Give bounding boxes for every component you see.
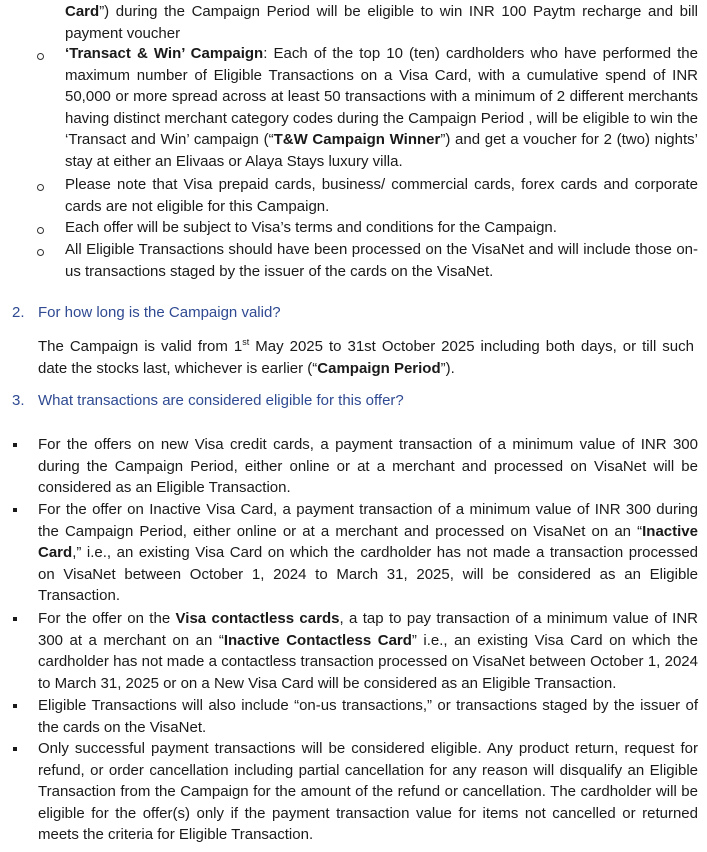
bullet-text-part: , a tap to pay transaction of a minimum value of INR 300 at a merchant on an “ bbox=[38, 610, 698, 649]
bullet-text: Eligible Transactions will also include “on-us transactions,” or transactions staged by the issuer of the cards on the VisaNet. bbox=[38, 697, 698, 736]
campaign-period-term: Campaign Period bbox=[317, 359, 441, 377]
answer-text-end: ”). bbox=[440, 359, 455, 377]
circle-bullet-icon bbox=[37, 227, 44, 234]
bullet-text: Only successful payment transactions will be considered eligible. Any product return, request for refund, or order cancellation including partial cancellation for any reason will disqualify an Eligible Transaction from the Campaign for the amount of the refund or cancellation. The cardholder will be eligible for the offer(s) only if the payment transaction value for items not cancelled or returned meets the criteria for Eligible Transaction. bbox=[38, 740, 698, 843]
inactive-contactless-card-term: Inactive Contactless Card bbox=[223, 631, 412, 649]
bullet-text-part: ,” i.e., an existing Visa Card on which the cardholder has not made a transaction processed on VisaNet between October 1, 2024 to March 31, 2025, will be considered as an Eligible Transaction. bbox=[38, 544, 698, 604]
sub-bullet-text: All Eligible Transactions should have been processed on the VisaNet and will include those on-us transactions staged by the issuer of the cards on the VisaNet. bbox=[65, 241, 698, 280]
transact-win-text-end: ”) and get a voucher for 2 (two) nights’ stay at either an Elivaas or Alaya Stays luxury villa. bbox=[65, 131, 698, 170]
question-heading bbox=[12, 391, 404, 411]
square-bullet-icon bbox=[13, 704, 17, 708]
bullet-text-part: For the offer on Inactive Visa Card, a payment transaction of a minimum value of INR 300 during the Campaign Period, either online or at a merchant and processed on VisaNet on an “ bbox=[38, 501, 698, 540]
square-bullet-icon bbox=[13, 508, 17, 512]
answer-text-cont: May 2025 to 31st October 2025 including both days, or till such date the stocks last, whichever is earlier (“ bbox=[38, 338, 694, 377]
question-number: 2. bbox=[12, 304, 25, 321]
transact-win-text: : Each of the top 10 (ten) cardholders who have performed the maximum number of Eligible Transactions on a Visa Card, with a cumulative spend of INR 50,000 or more spread across at least 50 transactions with a minimum of 2 different merchants having distinct merchant category codes during the Campaign Period , will be eligible to win the ‘Transact and Win’ campaign (“ bbox=[65, 45, 698, 148]
square-bullet-icon bbox=[13, 617, 17, 621]
tw-winner-term: T&W Campaign Winner bbox=[273, 131, 441, 148]
question-text: For how long is the Campaign valid? bbox=[38, 304, 281, 321]
question-text: What transactions are considered eligible for this offer? bbox=[38, 392, 404, 409]
intro-lead-bold: Card bbox=[65, 3, 100, 20]
circle-bullet-icon bbox=[37, 53, 44, 60]
transact-win-title: ‘Transact & Win’ Campaign bbox=[65, 45, 264, 62]
square-bullet-icon bbox=[13, 747, 17, 751]
bullet-text bbox=[38, 608, 698, 694]
bullet-text-part: ” i.e., an existing Visa Card on which the cardholder has not made a contactless transaction processed on VisaNet between October 1, 2024 to March 31, 2025 or on a New Visa Card will be considered as an Eligible Transaction. bbox=[38, 631, 698, 692]
circle-bullet-icon bbox=[37, 249, 44, 256]
sub-bullet-text: Each offer will be subject to Visa’s terms and conditions for the Campaign. bbox=[65, 219, 557, 236]
bullet-text-part: For the offer on the bbox=[38, 610, 176, 627]
question-number: 3. bbox=[12, 392, 25, 409]
question-heading bbox=[12, 303, 281, 323]
bullet-text bbox=[38, 499, 698, 607]
bullet-text: For the offers on new Visa credit cards, a payment transaction of a minimum value of INR 300 during the Campaign Period, either online or at a merchant and processed on VisaNet will be considered as an Eligible Transaction. bbox=[38, 436, 698, 496]
contactless-cards-term: Visa contactless cards bbox=[175, 610, 340, 627]
circle-bullet-icon bbox=[37, 184, 44, 191]
answer-text: The Campaign is valid from 1 bbox=[38, 338, 243, 355]
ordinal-suffix: st bbox=[242, 337, 250, 347]
sub-bullet-text bbox=[65, 43, 698, 172]
answer-paragraph bbox=[38, 336, 694, 379]
inactive-card-term: Inactive Card bbox=[38, 522, 698, 561]
sub-bullet-text: Please note that Visa prepaid cards, business/ commercial cards, forex cards and corporate cards are not eligible for this Campaign. bbox=[65, 176, 698, 215]
square-bullet-icon bbox=[13, 443, 17, 447]
intro-lead-text: ”) during the Campaign Period will be eligible to win INR 100 Paytm recharge and bill payment voucher bbox=[65, 3, 698, 42]
intro-continuation bbox=[65, 1, 698, 44]
